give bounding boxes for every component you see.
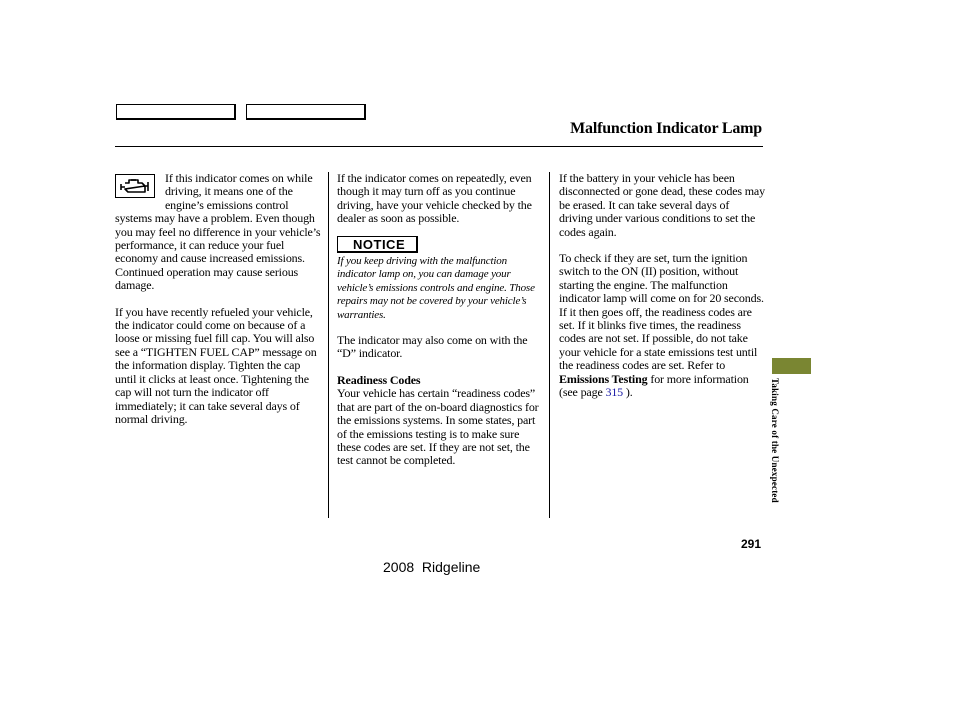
battery-paragraph: If the battery in your vehicle has been disconnected or gone dead, these codes may be erased. It can take several days of driving under various conditions to set the codes again. bbox=[559, 171, 765, 239]
d-indicator-paragraph: The indicator may also come on with the “D” indicator. bbox=[337, 333, 528, 361]
page-link[interactable]: 315 bbox=[605, 385, 624, 400]
check-codes-paragraph bbox=[559, 252, 765, 399]
page-title: Malfunction Indicator Lamp bbox=[570, 120, 762, 137]
column-middle bbox=[337, 172, 543, 468]
column-divider bbox=[328, 172, 329, 518]
nav-button-previous[interactable] bbox=[116, 104, 236, 120]
fuel-cap-paragraph: If you have recently refueled your vehicle, the indicator could come on because of a loose or missing fuel fill cap. You will also see a “TIGHTEN FUEL CAP” message on the information display. Tighten the cap until it clicks at least once. Tightening the cap will not turn the indicator off immediately; it can take several days of normal driving. bbox=[115, 304, 317, 426]
footer-model: 2008 Ridgeline bbox=[383, 559, 481, 575]
engine-check-icon bbox=[115, 174, 155, 198]
notice-label: NOTICE bbox=[337, 236, 418, 253]
repeated-indicator-paragraph: If the indicator comes on repeatedly, even though it may turn off as you continue driving, have your vehicle checked by the dealer as soon as possible. bbox=[337, 171, 532, 226]
emissions-testing-reference: Emissions Testing bbox=[559, 371, 648, 386]
closing-text: ). bbox=[623, 385, 633, 400]
check-codes-text: To check if they are set, turn the ignition switch to the ON (II) position, without starting the engine. The malfunction indicator lamp will come on for 20 seconds. If it then goes off, the readiness codes are set. If it blinks five times, the readiness codes are not set. If possible, do not take your vehicle for a state emissions test until the readiness codes are set. Refer to bbox=[559, 251, 764, 373]
section-label: Taking Care of the Unexpected bbox=[770, 378, 780, 503]
section-tab bbox=[772, 358, 811, 374]
see-page-text: for more information (see page bbox=[559, 371, 749, 400]
title-divider bbox=[115, 146, 763, 147]
nav-button-next[interactable] bbox=[246, 104, 366, 120]
notice-text: If you keep driving with the malfunction indicator lamp on, you can damage your vehicle’s emissions controls and engine. Those repairs may not be covered by your vehicle’s warranties. bbox=[337, 255, 535, 321]
readiness-codes-heading: Readiness Codes bbox=[337, 372, 421, 387]
page-number: 291 bbox=[741, 537, 762, 551]
column-left bbox=[115, 172, 323, 426]
readiness-codes-paragraph: Your vehicle has certain “readiness codes” that are part of the on-board diagnostics for the emissions systems. In some states, part of the emissions testing is to make sure these codes are set. If they are not set, the test cannot be completed. bbox=[337, 386, 539, 468]
indicator-description: If this indicator comes on while driving, it means one of the engine’s emissions control systems may have a problem. Even though you may feel no difference in your vehicle’s performance, it can reduce your fuel economy and cause increased emissions. Continued operation may cause serious damage. bbox=[115, 171, 321, 293]
column-divider bbox=[549, 172, 550, 518]
column-right bbox=[559, 172, 765, 400]
